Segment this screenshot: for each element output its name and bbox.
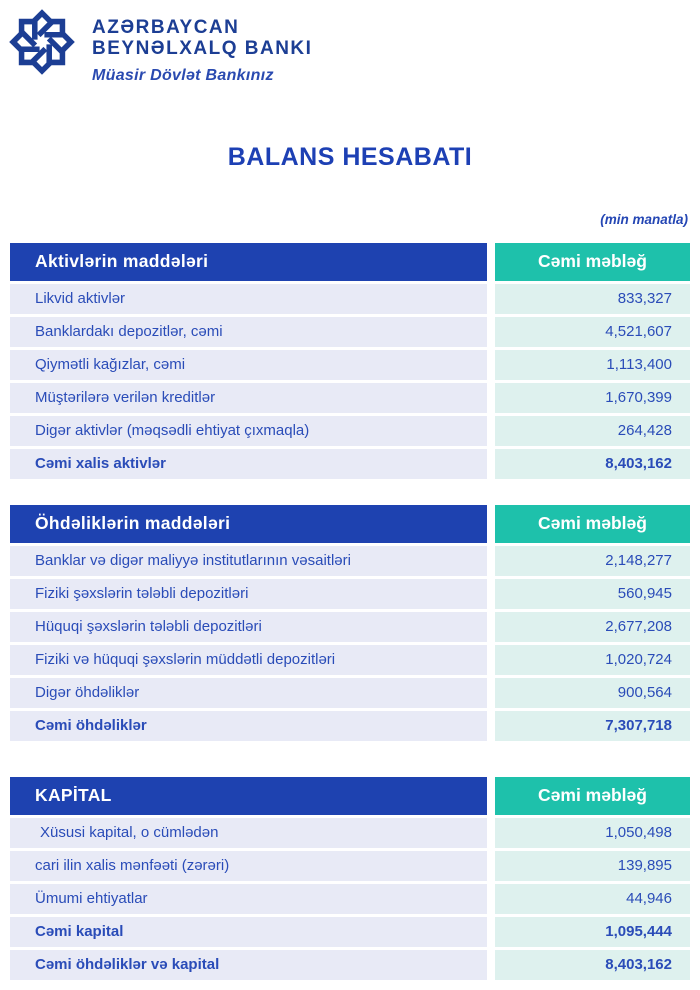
capital-header-label: KAPİTAL <box>10 777 487 815</box>
table-row <box>10 383 690 413</box>
row-value: 900,564 <box>495 678 690 708</box>
table-row <box>10 416 690 446</box>
row-value: 4,521,607 <box>495 317 690 347</box>
row-value: 1,095,444 <box>495 917 690 947</box>
row-label: Fiziki şəxslərin tələbli depozitləri <box>10 579 487 609</box>
liabilities-header-amount: Cəmi məbləğ <box>495 505 690 543</box>
table-row-total <box>10 711 690 741</box>
row-label: Qiymətli kağızlar, cəmi <box>10 350 487 380</box>
assets-header-amount: Cəmi məbləğ <box>495 243 690 281</box>
knot-star-icon <box>8 8 76 76</box>
row-value: 1,113,400 <box>495 350 690 380</box>
row-value: 8,403,162 <box>495 950 690 980</box>
table-row-total <box>10 950 690 980</box>
table-row-total <box>10 449 690 479</box>
table-row <box>10 317 690 347</box>
row-value: 2,677,208 <box>495 612 690 642</box>
unit-note: (min manatla) <box>600 211 688 227</box>
liabilities-table <box>10 505 690 741</box>
row-value: 7,307,718 <box>495 711 690 741</box>
row-value: 833,327 <box>495 284 690 314</box>
table-row <box>10 546 690 576</box>
row-value: 1,050,498 <box>495 818 690 848</box>
table-row <box>10 818 690 848</box>
row-value: 44,946 <box>495 884 690 914</box>
row-value: 1,020,724 <box>495 645 690 675</box>
capital-table-header <box>10 777 690 815</box>
row-label: Cəmi öhdəliklər <box>10 711 487 741</box>
table-row <box>10 678 690 708</box>
table-row <box>10 645 690 675</box>
brand-header <box>0 0 700 85</box>
row-value: 8,403,162 <box>495 449 690 479</box>
page-title: BALANS HESABATI <box>227 142 473 171</box>
table-row-total <box>10 917 690 947</box>
row-label: cari ilin xalis mənfəəti (zərəri) <box>10 851 487 881</box>
table-row <box>10 284 690 314</box>
row-value: 2,148,277 <box>495 546 690 576</box>
bank-name <box>92 17 312 60</box>
assets-table <box>10 243 690 479</box>
table-row <box>10 851 690 881</box>
row-value: 1,670,399 <box>495 383 690 413</box>
table-row <box>10 884 690 914</box>
liabilities-header-label: Öhdəliklərin maddələri <box>10 505 487 543</box>
row-label: Ümumi ehtiyatlar <box>10 884 487 914</box>
row-label: Banklar və digər maliyyə institutlarının vəsaitləri <box>10 546 487 576</box>
capital-table <box>10 777 690 980</box>
bank-name-line1: AZƏRBAYCAN <box>92 17 240 38</box>
brand-text <box>92 17 312 85</box>
row-label: Müştərilərə verilən kreditlər <box>10 383 487 413</box>
row-label: Cəmi xalis aktivlər <box>10 449 487 479</box>
row-label: Hüquqi şəxslərin tələbli depozitləri <box>10 612 487 642</box>
row-label: Cəmi kapital <box>10 917 487 947</box>
row-label: Digər aktivlər (məqsədli ehtiyat çıxmaqla) <box>10 416 487 446</box>
assets-header-label: Aktivlərin maddələri <box>10 243 487 281</box>
row-label: Banklardakı depozitlər, cəmi <box>10 317 487 347</box>
table-row <box>10 579 690 609</box>
row-label: Digər öhdəliklər <box>10 678 487 708</box>
row-label: Likvid aktivlər <box>10 284 487 314</box>
row-label: Xüsusi kapital, o cümlədən <box>10 818 487 848</box>
liabilities-table-header <box>10 505 690 543</box>
row-label: Fiziki və hüquqi şəxslərin müddətli depozitləri <box>10 645 487 675</box>
bank-name-line2: BEYNƏLXALQ BANKI <box>92 38 313 60</box>
capital-header-amount: Cəmi məbləğ <box>495 777 690 815</box>
assets-table-header <box>10 243 690 281</box>
row-value: 139,895 <box>495 851 690 881</box>
row-value: 264,428 <box>495 416 690 446</box>
bank-tagline: Müasir Dövlət Bankınız <box>92 66 274 84</box>
row-value: 560,945 <box>495 579 690 609</box>
table-row <box>10 350 690 380</box>
row-label: Cəmi öhdəliklər və kapital <box>10 950 487 980</box>
table-row <box>10 612 690 642</box>
